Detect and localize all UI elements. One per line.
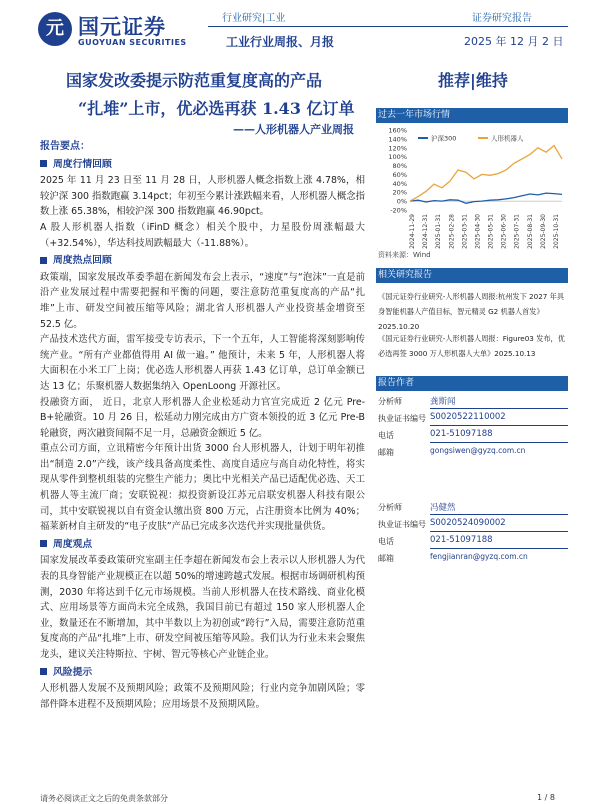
y-tick-label: 80% bbox=[392, 162, 407, 171]
y-tick-label: 60% bbox=[392, 170, 407, 179]
email-label: 邮箱 bbox=[378, 448, 394, 457]
divider bbox=[430, 548, 568, 549]
header-category: 行业研究|工业 bbox=[222, 13, 286, 24]
chart-header: 过去一年市场行情 bbox=[376, 108, 568, 123]
analysts-header: 报告作者 bbox=[376, 376, 568, 391]
paragraph: 政策端，国家发展改革委季超在新闻发布会上表示，“速度”与“泡沫”一直是前沿产业发展过程中需要把握和平衡的问题，要注意防范重复度高的产品“扎堆”上市、研发空间被压缩等风险；湖北省人形机器人产业投资基金增资至 52.5 亿。 bbox=[40, 271, 365, 330]
x-tick-label: 2024-11-29 bbox=[409, 214, 416, 249]
logo-chinese-name: 国元证券 bbox=[78, 14, 166, 39]
paragraph: 国家发展改革委政策研究室副主任李超在新闻发布会上表示以人形机器人为代表的具身智能产业规模正在以超 50%的增速跨越式发展。根据市场调研机构预测，2030 年将达到千亿元市场规模。当前人形机器人在技术路线、商业化模式、应用场景等方面尚未完全成熟，我国目前已有超过 150 家人形机器人企业，数量还在不断增加，其中半数以上为初创或“跨行”入局，需要注意防范重复度高的产品“扎堆”上市、研发空间被压缩等风险。我们认为行业未来会聚焦龙头，建议关注特斯拉、宇树、智元等核心产业链企业。 bbox=[40, 555, 365, 660]
y-tick-label: 0% bbox=[396, 197, 407, 206]
report-series-name: ——人形机器人产业周报 bbox=[233, 123, 354, 136]
x-tick-label: 2025-04-30 bbox=[474, 214, 482, 249]
y-tick-label: 140% bbox=[388, 135, 407, 144]
paragraph: A 股人形机器人指数（iFinD 概念）相关个股中，力星股份周涨幅最大（+32.54%），华达科技周跌幅最大（-11.88%）。 bbox=[40, 221, 365, 249]
email-link[interactable]: fengjianran@gyzq.com.cn bbox=[430, 552, 528, 561]
cert-label: 执业证书编号 bbox=[378, 520, 426, 529]
analyst-name: 冯健然 bbox=[430, 503, 456, 513]
divider bbox=[430, 425, 568, 426]
report-title-line2: “扎堆”上市，优必选再获 1.43 亿订单 bbox=[78, 99, 355, 118]
section-heading-weekly-hotspots: 周度热点回顾 bbox=[40, 253, 365, 269]
tel-number: 021-51097188 bbox=[430, 429, 493, 439]
x-tick-label: 2025-02-28 bbox=[448, 214, 456, 249]
series-line-hs300 bbox=[410, 193, 562, 203]
x-tick-label: 2025-10-31 bbox=[553, 214, 560, 249]
y-tick-label: 120% bbox=[388, 144, 407, 153]
y-tick-label: 160% bbox=[388, 126, 407, 135]
paragraph: 人形机器人发展不及预期风险；政策不及预期风险；行业内竞争加剧风险；零部件降本进程不及预期风险；应用场景不及预期风险。 bbox=[40, 683, 365, 710]
market-chart bbox=[376, 124, 568, 260]
tel-label: 电话 bbox=[378, 431, 394, 440]
header-report-type: 证券研究报告 bbox=[472, 13, 532, 24]
related-report-link[interactable]: 《国元证券行业研究-人形机器人周报：Figure03 发布，优必选再签 3000 万人形机器人大单》2025.10.13 bbox=[378, 334, 565, 358]
bullet-square-icon bbox=[40, 668, 47, 675]
analyst-role: 分析师 bbox=[378, 503, 402, 512]
y-tick-label: 20% bbox=[392, 188, 407, 197]
bullet-square-icon bbox=[40, 257, 47, 264]
x-tick-label: 2025-01-31 bbox=[435, 214, 443, 249]
related-report-link[interactable]: 《国元证券行业研究-人形机器人周报:杭州发下 2027 年具身智能机器人产值目标，智元精灵 G2 机器人首发》2025.10.20 bbox=[378, 292, 565, 331]
header-subtitle: 工业行业周报、月报 bbox=[226, 35, 335, 49]
email-label: 邮箱 bbox=[378, 554, 394, 563]
x-tick-label: 2025-08-31 bbox=[526, 214, 534, 249]
paragraph: 2025 年 11 月 23 日至 11 月 28 日，人形机器人概念指数上涨 4.78%，相较沪深 300 指数跑赢 3.14pct；年初至今累计涨跌幅来看，人形机器人概念指数上涨 65.38%，相较沪深 300 指数跑赢 46.90pct。 bbox=[40, 175, 365, 218]
series-line-humanoid bbox=[410, 146, 562, 202]
y-tick-label: 100% bbox=[388, 153, 407, 162]
cert-number: S0020524090002 bbox=[430, 518, 506, 528]
divider bbox=[430, 442, 568, 443]
divider bbox=[430, 531, 568, 532]
bullet-square-icon bbox=[40, 160, 47, 167]
x-tick-label: 2025-06-30 bbox=[500, 214, 508, 249]
company-logo bbox=[38, 10, 213, 50]
x-tick-label: 2025-05-31 bbox=[487, 214, 495, 249]
report-body bbox=[40, 139, 365, 712]
email-link[interactable]: gongsiwen@gyzq.com.cn bbox=[430, 446, 526, 455]
cert-number: S0020522110002 bbox=[430, 412, 506, 422]
paragraph: 投融资方面， 近日，北京人形机器人企业松延动力官宣完成近 2 亿元 Pre-B+轮融资。10 月 26 日，松延动力刚完成由方广资本领投的近 3 亿元 Pre-B 轮融资，两次融资间隔不足一月，总融资金额近 5 亿。 bbox=[40, 396, 365, 439]
rating-badge: 推荐|维持 bbox=[438, 71, 508, 90]
divider bbox=[430, 514, 568, 515]
tel-label: 电话 bbox=[378, 537, 394, 546]
report-date: 2025 年 12 月 2 日 bbox=[464, 35, 564, 48]
x-tick-label: 2024-12-31 bbox=[422, 214, 430, 249]
section-heading-weekly-view: 周度观点 bbox=[40, 537, 365, 553]
report-title-line1: 国家发改委提示防范重复度高的产品 bbox=[66, 71, 323, 90]
footer-disclaimer: 请务必阅读正文之后的免责条款部分 bbox=[40, 794, 168, 803]
section-heading-weekly-market: 周度行情回顾 bbox=[40, 157, 365, 173]
x-tick-label: 2025-03-31 bbox=[461, 214, 469, 249]
chart-source: 资料来源：Wind bbox=[378, 251, 431, 259]
page-number: 1 / 8 bbox=[537, 793, 555, 802]
y-tick-label: 40% bbox=[392, 179, 407, 188]
x-tick-label: 2025-07-31 bbox=[513, 214, 521, 249]
y-tick-label: -20% bbox=[390, 206, 407, 215]
cert-label: 执业证书编号 bbox=[378, 414, 426, 423]
analyst-name: 龚斯闻 bbox=[430, 397, 456, 407]
section-heading-risks: 风险提示 bbox=[40, 665, 365, 681]
summary-label: 报告要点： bbox=[40, 141, 90, 152]
logo-mark: 元 bbox=[38, 12, 72, 46]
analyst-role: 分析师 bbox=[378, 397, 402, 406]
paragraph: 重点公司方面，立讯精密今年预计出货 3000 台人形机器人，计划于明年初推出“制造 2.0”产线，该产线具备高度柔性、高度自适应与高自动化特性，将实现从零件到整机组装的完整生产能力；奥比中光相关产品已适配优必选、天工机器人等主流厂商；安联锐视：拟投资新设江苏元启联安机器人科技有限公司，其中安联锐视以自有资金认缴出资 800 万元，占注册资本比例为 40%；福莱新材自主研发的“电子皮肤”产品已完成多次迭代并实现批量供货。 bbox=[40, 443, 365, 533]
header-divider bbox=[208, 26, 568, 27]
x-tick-label: 2025-09-30 bbox=[539, 214, 547, 249]
tel-number: 021-51097188 bbox=[430, 535, 493, 545]
paragraph: 产品技术迭代方面，雷军接受专访表示，下一个五年，人工智能将深刻影响传统产业。“所有产业都值得用 AI 做一遍。” 他预计，未来 5 年，人形机器人将大面积在小米工厂上岗；优必选人形机器人再获 1.43 亿订单，总订单金额已达 13 亿；乐聚机器人数据集纳入 OpenLoong 开源社区。 bbox=[40, 334, 365, 392]
divider bbox=[430, 408, 568, 409]
logo-english-name: GUOYUAN SECURITIES bbox=[78, 38, 187, 47]
bullet-square-icon bbox=[40, 540, 47, 547]
related-reports-header: 相关研究报告 bbox=[376, 268, 568, 283]
legend-label: 人形机器人 bbox=[491, 134, 524, 143]
legend-label: 沪深300 bbox=[431, 134, 457, 143]
